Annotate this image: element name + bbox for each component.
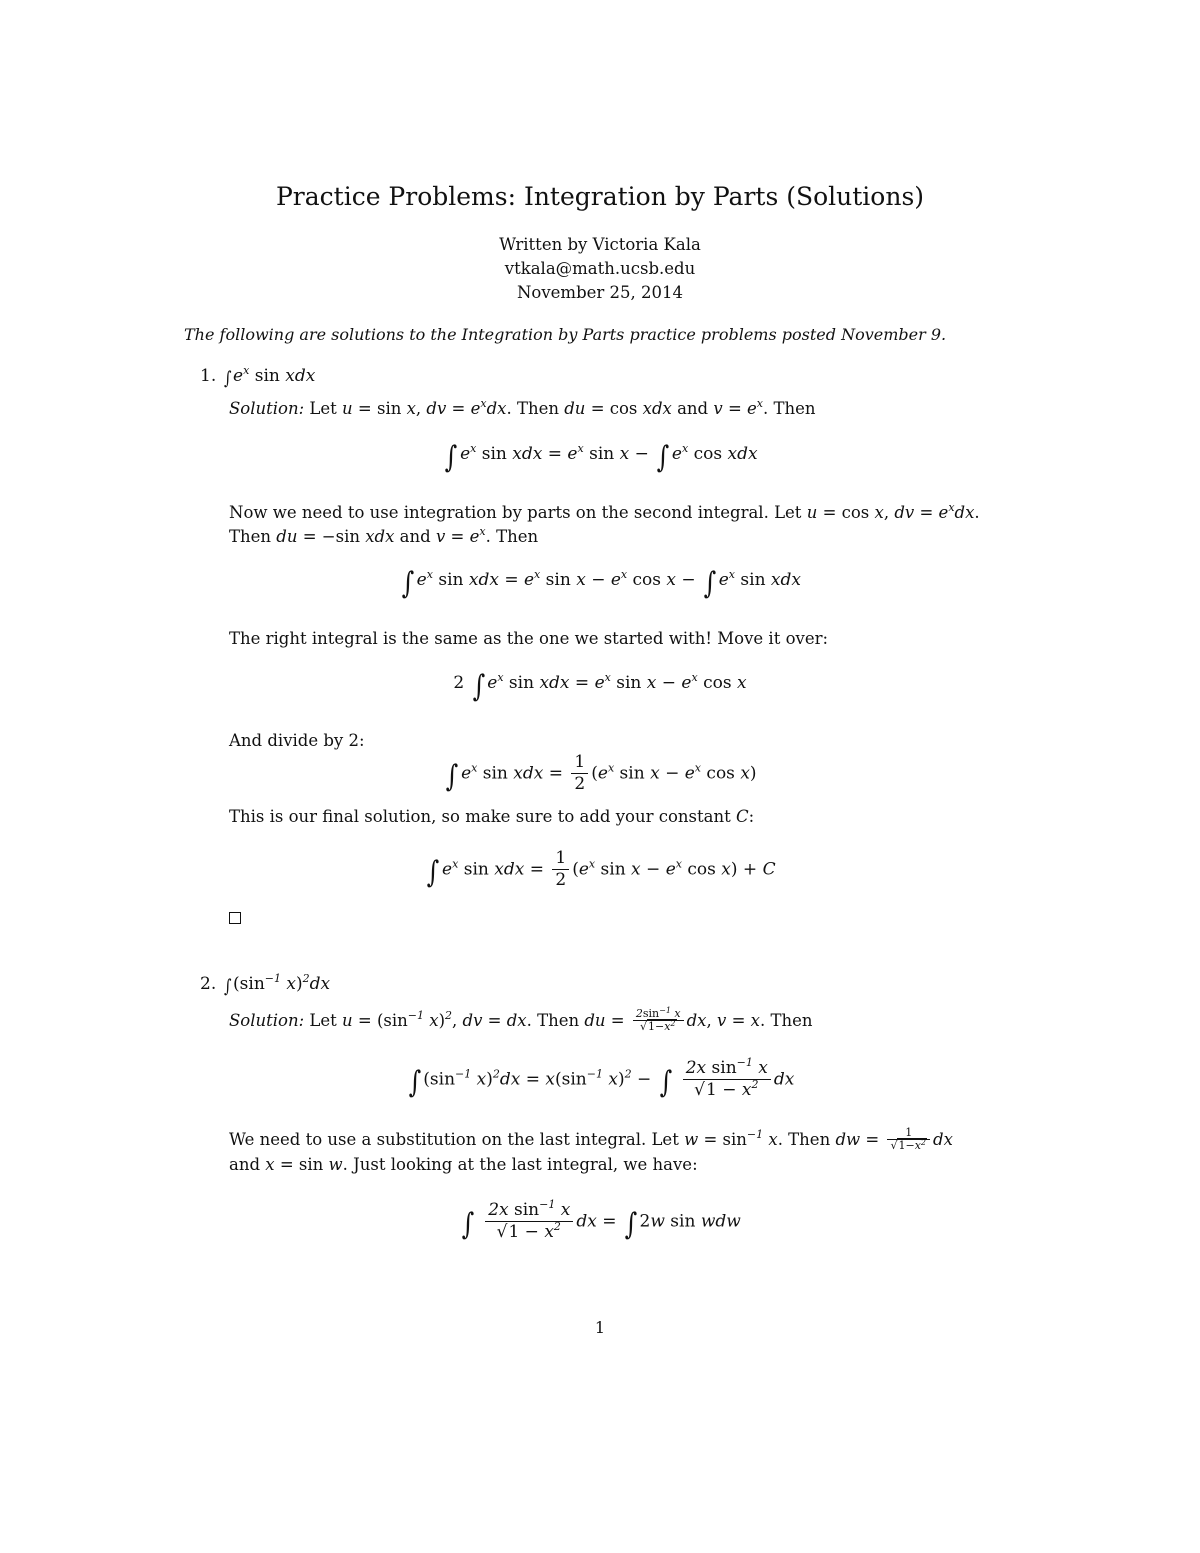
- math-du-neg-sinx: du = −sin xdx: [276, 527, 395, 546]
- problem-1-para-5: [229, 807, 754, 826]
- text-then: . Then: [506, 399, 559, 418]
- equation-1-1: ∫ $e^x$ sin xdx = $e^x$ sin x − ∫ $e^x$ cos xdx: [445, 440, 758, 475]
- author-email: vtkala@math.ucsb.edu: [504, 259, 696, 278]
- problem-number: 2.: [200, 974, 217, 994]
- math-u-arcsin-squared: $u = (\sin^{-1}$ x)$^2$, dv = dx: [342, 1009, 527, 1031]
- math-w-arcsin: $w = \sin^{-1} x$: [684, 1128, 778, 1150]
- text-then: . Then: [763, 399, 816, 418]
- problem-2-para-2: [229, 1127, 953, 1152]
- paragraph-text: This is our final solution, so make sure to add your constant: [229, 807, 731, 826]
- equation-1-2: ∫ $e^x$ sin xdx = $e^x$ $\sin x - e^x$ cos x − ∫ $e^x$ sin xdx: [401, 566, 801, 601]
- paragraph-text: We need to use a substitution on the last integral. Let: [229, 1130, 679, 1150]
- solution-label: Solution:: [229, 399, 305, 418]
- math-v-ex: $v = e^x$: [713, 397, 763, 418]
- document-title: Practice Problems: Integration by Parts (Solutions): [275, 182, 925, 211]
- text-and: and: [229, 1155, 261, 1174]
- equation-2-2: ∫ $\frac{2x \sin^{-1} x}{√1 - x^2}$ dx = ∫ 2w sin wdw: [461, 1198, 741, 1243]
- equation-1-5: ∫ $e^x$ sin xdx = $\frac{1}{2}$ ($e^x$ $\sin x - e^x$ cos x) + C: [426, 848, 776, 891]
- paragraph-text: Now we need to use integration by parts on the second integral. Let: [229, 503, 802, 522]
- solution-label: Solution:: [229, 1011, 305, 1031]
- problem-number: 1.: [200, 366, 217, 386]
- problem-2-solution-line: [229, 1008, 812, 1033]
- problem-2-number: [200, 974, 330, 996]
- math-x-sinw: x = sin w: [265, 1155, 343, 1174]
- document-date: November 25, 2014: [516, 283, 684, 302]
- problem-2-statement: ∫ ($\sin^{-1}$ x)$^2$dx: [223, 972, 331, 997]
- math-dw-fraction: dw = $\frac{1}{√1-x^2}$ dx: [835, 1126, 953, 1153]
- problem-1-para-4: And divide by 2:: [229, 731, 365, 750]
- math-u-sinx: u = sin x, dv = $e^xdx$: [342, 397, 507, 418]
- equation-1-4: ∫ $e^x$ sin xdx = $\frac{1}{2}$ ($e^x$ $\sin x - e^x$ cos x): [446, 752, 757, 795]
- author-line: Written by Victoria Kala: [499, 235, 701, 254]
- text-let: Let: [309, 399, 337, 418]
- text-then: . Then: [526, 1011, 580, 1031]
- math-du-fraction: du = $\frac{2\sin^{-1} x}{√1-x^2}$ dx, v = x: [584, 1006, 760, 1034]
- problem-1-number: [200, 366, 315, 388]
- problem-1-para-3: The right integral is the same as the one we started with! Move it over:: [229, 629, 829, 648]
- text-then: . Then: [777, 1130, 831, 1150]
- intro-paragraph: The following are solutions to the Integration by Parts practice problems posted November 9.: [184, 325, 947, 344]
- text-and: and: [677, 399, 709, 418]
- text-then: . Then: [759, 1011, 813, 1031]
- text-then: . Then: [485, 527, 539, 546]
- problem-2-para-2-cont: [229, 1155, 698, 1174]
- qed-square-icon: [229, 912, 241, 924]
- text-let: Let: [309, 1011, 337, 1031]
- page-number: 1: [594, 1318, 606, 1337]
- problem-1-para-2-cont: [229, 527, 538, 546]
- text-then: Then: [229, 527, 272, 546]
- problem-1-solution-line: [229, 399, 816, 418]
- equation-1-3: 2 ∫ $e^x$ sin xdx = $e^x$ $\sin x - e^x$ cos x: [453, 669, 747, 704]
- problem-1-para-2: [229, 503, 980, 522]
- paragraph-text: . Just looking at the last integral, we have:: [342, 1155, 698, 1174]
- math-v-ex: $v = e^x$: [435, 525, 486, 546]
- math-constant-c: C:: [735, 807, 755, 826]
- math-u-cosx: u = cos x, dv = $e^xdx$.: [806, 501, 980, 522]
- math-du-cosx: du = cos xdx: [564, 399, 672, 418]
- text-and: and: [399, 527, 431, 546]
- equation-2-1: ∫ ($\sin^{-1}$ $x)^2dx = x(\sin^{-1}$ x)$^2$ − ∫ $\frac{2x \sin^{-1} x}{√1 - x^2}$ dx: [408, 1056, 795, 1101]
- problem-1-statement: ∫ $e^x$ sin xdx: [223, 364, 316, 389]
